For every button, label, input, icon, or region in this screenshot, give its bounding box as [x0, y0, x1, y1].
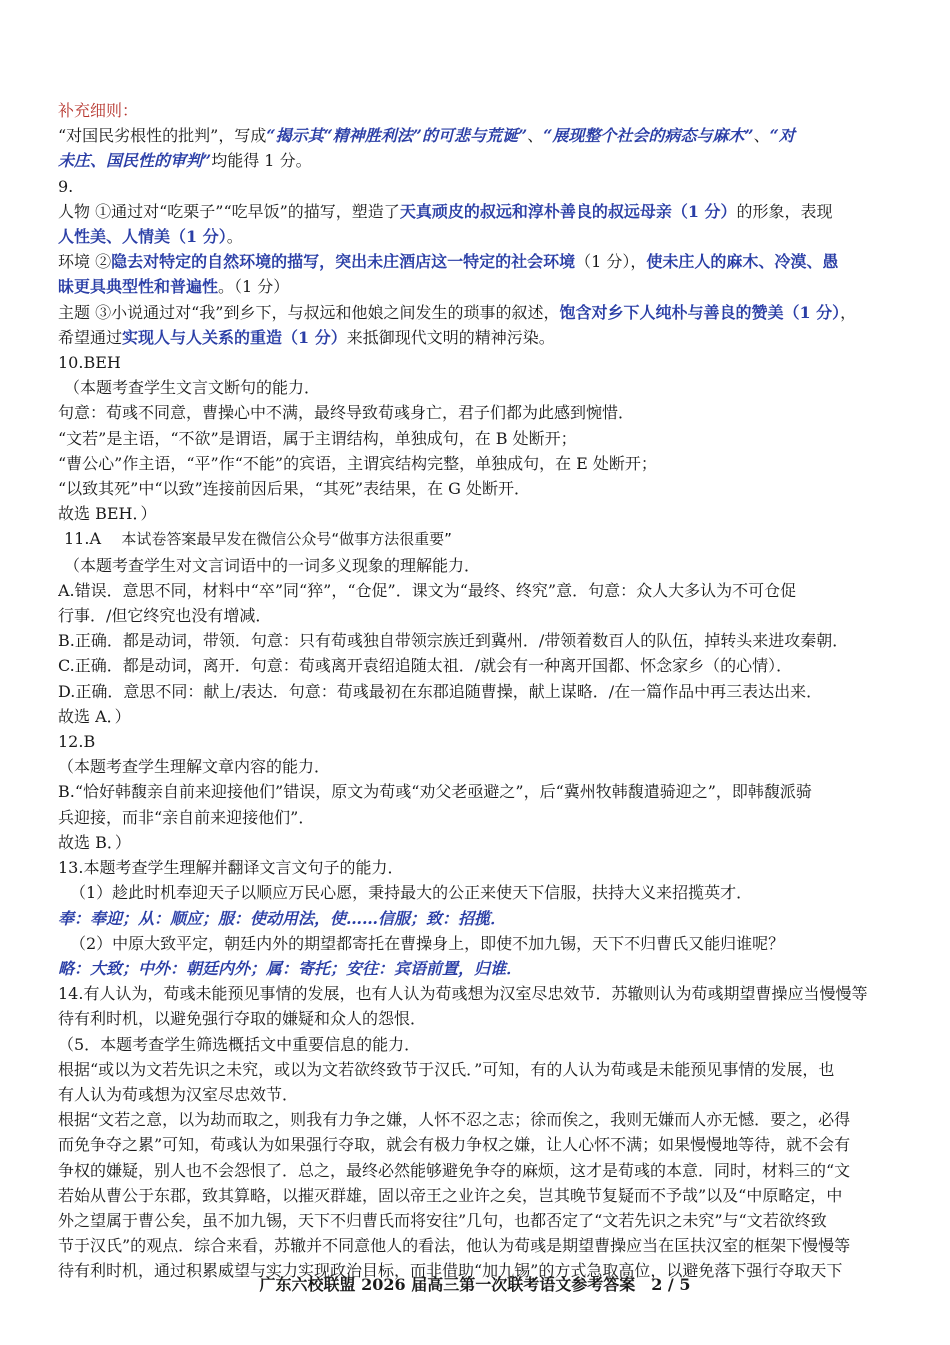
q11-line: C.正确．都是动词，离开．句意：荀彧离开袁绍追随太祖．/就会有一种离开国都、怀念家乡（的心情）．	[58, 656, 793, 676]
q10-line: “曹公心”作主语，“平”作“不能”的宾语，主谓宾结构完整，单独成句，在 E 处断开；	[58, 453, 657, 473]
q10-line: “文若”是主语，“不欲”是谓语，属于主谓结构，单独成句，在 B 处断开；	[58, 428, 577, 448]
q14-line: 而免争夺之累”可知，荀彧认为如果强行夺取，就会有极力争权之嫌，让人心怀不满；如果慢慢地等待，就不会有	[58, 1135, 851, 1155]
q14-line: 14.有人认为，荀彧未能预见事情的发展，也有人认为荀彧想为汉室尽忠效节．苏辙则认为荀彧期望曹操应当慢慢等	[58, 984, 868, 1004]
q14-line: 根据“或以为文若先识之未究，或以为文若欲终致节于汉氏．”可知，有的人认为荀彧是未能预见事情的发展，也	[58, 1059, 835, 1079]
supplement-line-2: 未庄、国民性的审判”均能得 1 分。	[58, 151, 312, 171]
q11-line: B.正确．都是动词，带领．句意：只有荀彧独自带领宗族迁到冀州．/带领着数百人的队伍，掉转头来进攻秦朝．	[58, 631, 849, 651]
q12-line: B.“恰好韩馥亲自前来迎接他们”错误，原文为荀彧“劝父老亟避之”，后“冀州牧韩馥遣骑迎之”，即韩馥派骑	[58, 782, 812, 802]
q14-line: 若始从曹公于东郡，致其算略，以摧灭群雄，固以帝王之业许之矣，岂其晚节复疑而不予哉”以及“中原略定，中	[58, 1185, 843, 1205]
q11-line: 故选 A．）	[58, 706, 131, 726]
q9-character-line-2: 人性美、人情美（1 分）。	[58, 227, 243, 247]
supplement-line-1: “对国民劣根性的批判”，写成“揭示其“精神胜利法”的可悲与荒诞”、“展现整个社会的病态与麻木”、“对	[58, 126, 795, 146]
q9-environment-line-2: 昧更具典型性和普遍性。（1 分）	[58, 277, 290, 297]
q9-number: 9.	[58, 176, 74, 196]
q11-line: （本题考查学生对文言词语中的一词多义现象的理解能力．	[64, 555, 481, 575]
q9-environment-line: 环境 ②隐去对特定的自然环境的描写，突出未庄酒店这一特定的社会环境（1 分），使未庄人的麻木、冷漠、愚	[58, 252, 839, 272]
q12-line: 故选 B．）	[58, 832, 131, 852]
q11-line: D.正确．意思不同：献上/表达．句意：荀彧最初在东郡追随曹操，献上谋略．/在一篇作品中再三表达出来．	[58, 681, 823, 701]
wechat-notice: 本试卷答案最早发在微信公众号“做事方法很重要”	[121, 530, 452, 549]
q13-translation-1: （1）趁此时机奉迎天子以顺应万民心愿，秉持最大的公正来使天下信服，扶持大义来招揽英才．	[70, 883, 753, 903]
q14-line: 争权的嫌疑，别人也不会怨恨了．总之，最终必然能够避免争夺的麻烦，这才是荀彧的本意．同时，材料三的“文	[58, 1160, 851, 1180]
q9-character-line: 人物 ①通过对“吃栗子”“吃早饭”的描写，塑造了天真顽皮的叔远和淳朴善良的叔远母亲（1 分）的形象，表现	[58, 201, 833, 221]
q14-line: 有人认为荀彧想为汉室尽忠效节．	[58, 1084, 299, 1104]
q14-line: 待有利时机，通过积累威望与实力实现政治目标，而非借助“加九锡”的方式急取高位，以避免落下强行夺取天下	[58, 1261, 843, 1281]
q14-line: （5．本题考查学生筛选概括文中重要信息的能力．	[58, 1034, 421, 1054]
q11-line: 行事．/但它终究也没有增减．	[58, 606, 272, 626]
q13-keypoints-2: 略：大致；中外：朝廷内外；属：寄托；安往：宾语前置，归谁．	[58, 958, 523, 978]
q14-line: 节于汉氏”的观点．综合来看，苏辙并不同意他人的看法，他认为荀彧是期望曹操应当在匡扶汉室的框架下慢慢等	[58, 1236, 851, 1256]
q14-line: 待有利时机，以避免强行夺取的嫌疑和众人的怨恨．	[58, 1009, 427, 1029]
q12-line: （本题考查学生理解文章内容的能力．	[58, 757, 331, 777]
q9-theme-line-2: 希望通过实现人与人关系的重造（1 分）来抵御现代文明的精神污染。	[58, 327, 555, 347]
q12-line: 兵迎接，而非“亲自前来迎接他们”．	[58, 807, 315, 827]
q13-number: 13.本题考查学生理解并翻译文言文句子的能力．	[58, 858, 404, 878]
q10-line: （本题考查学生文言文断句的能力．	[64, 378, 321, 398]
q9-theme-line: 主题 ③小说通过对“我”到乡下，与叔远和他娘之间发生的琐事的叙述，饱含对乡下人纯朴与善良的赞美（1 分），	[58, 302, 857, 322]
q11-line: A.错误．意思不同，材料中“卒”同“猝”，“仓促”．课文为“最终、终究”意．句意：众人大多认为不可仓促	[58, 580, 797, 600]
q14-line: 外之望属于曹公矣，虽不加九锡，天下不归曹氏而将安往”几句，也都否定了“文若先识之未究”与“文若欲终致	[58, 1210, 827, 1230]
q12-number: 12.B	[58, 732, 96, 752]
q11-number-line: 11.A 本试卷答案最早发在微信公众号“做事方法很重要”	[64, 529, 452, 549]
page-footer: 广东六校联盟 2026 届高三第一次联考语文参考答案 2 / 5	[259, 1275, 691, 1294]
q10-line: 句意：荀彧不同意，曹操心中不满，最终导致荀彧身亡，君子们都为此感到惋惜．	[58, 403, 635, 423]
q14-line: 根据“文若之意，以为劫而取之，则我有力争之嫌，人怀不忍之志；徐而俟之，我则无嫌而人亦无憾．要之，必得	[58, 1110, 851, 1130]
q10-line: 故选 BEH．）	[58, 504, 157, 524]
q13-keypoints-1: 奉：奉迎；从：顺应；服：使动用法，使……信服；致：招揽．	[58, 908, 507, 928]
q10-number: 10.BEH	[58, 353, 121, 373]
q13-translation-2: （2）中原大致平定，朝廷内外的期望都寄托在曹操身上，即使不加九锡，天下不归曹氏又能归谁呢？	[70, 933, 785, 953]
q10-line: “以致其死”中“以致”连接前因后果，“其死”表结果，在 G 处断开．	[58, 479, 531, 499]
supplement-title: 补充细则：	[58, 101, 139, 120]
